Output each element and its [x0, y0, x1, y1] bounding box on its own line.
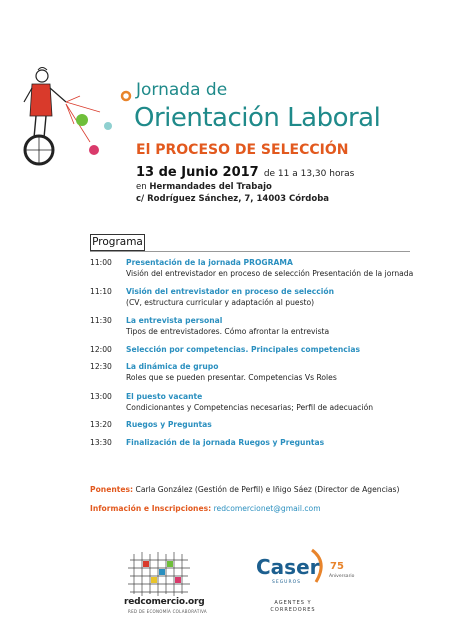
event-address: c/ Rodríguez Sánchez, 7, 14003 Córdoba — [136, 194, 330, 204]
event-venue — [136, 181, 272, 193]
ponentes-label: Ponentes: — [90, 485, 134, 494]
programa-divider — [90, 251, 410, 252]
event-title-line2: Orientación Laboral — [134, 103, 381, 133]
caser-logo-text: Caser — [256, 555, 320, 579]
event-title-line1: Jornada de — [136, 80, 228, 100]
caser-anniversary-number: 75 — [330, 561, 344, 572]
info-label: Información e Inscripciones: — [90, 504, 212, 513]
agenda-title: Visión del entrevistador en proceso de selección — [126, 287, 335, 296]
agenda-title: El puesto vacante — [126, 392, 203, 401]
agenda-title: La dinámica de grupo — [126, 362, 219, 371]
contact-email-link[interactable]: redcomercionet@gmail.com — [213, 504, 321, 513]
venue-prefix: en — [136, 182, 147, 192]
agenda-description: Visión del entrevistador en proceso de selección Presentación de la jornada — [126, 268, 414, 278]
agenda-time: 13:20 — [90, 420, 112, 429]
ponentes-text: Carla González (Gestión de Perfil) e Iñigo Sáez (Director de Agencias) — [135, 485, 400, 494]
agenda-title: Selección por competencias. Principales competencias — [126, 345, 361, 354]
agenda-time: 12:30 — [90, 362, 112, 371]
date-text: 13 de Junio 2017 — [136, 165, 259, 180]
agenda-time: 11:00 — [90, 258, 112, 267]
info-line — [90, 503, 321, 514]
caser-segment: SEGUROS — [272, 580, 302, 585]
unicyclist-illustration — [14, 62, 134, 170]
redcomercio-tagline: RED DE ECONOMÍA COLABORATIVA — [128, 609, 207, 614]
agenda-title: Presentación de la jornada PROGRAMA — [126, 258, 293, 267]
event-date — [136, 162, 354, 183]
agenda-description: Tipos de entrevistadores. Cómo afrontar la entrevista — [126, 326, 330, 336]
agenda-time: 13:00 — [90, 392, 112, 401]
ponentes-line — [90, 484, 399, 495]
agenda-description: Condicionantes y Competencias necesarias; Perfil de adecuación — [126, 402, 374, 412]
event-subtitle: El PROCESO DE SELECCIÓN — [136, 142, 349, 158]
agenda-time: 11:30 — [90, 316, 112, 325]
agenda-time: 11:10 — [90, 287, 112, 296]
agenda-time: 13:30 — [90, 438, 112, 447]
venue-name: Hermandades del Trabajo — [149, 182, 272, 192]
redcomercio-name: redcomercio.org — [124, 597, 205, 607]
hours-text: de 11 a 13,30 horas — [263, 169, 355, 179]
agenda-time: 12:00 — [90, 345, 112, 354]
programa-heading: Programa — [92, 236, 143, 248]
agenda-title: Finalización de la jornada Ruegos y Preguntas — [126, 438, 325, 447]
agenda-description: (CV, estructura curricular y adaptación al puesto) — [126, 297, 315, 307]
agenda-title: Ruegos y Preguntas — [126, 420, 212, 429]
agenda-description: Roles que se pueden presentar. Competencias Vs Roles — [126, 372, 337, 382]
programa-heading-box — [90, 234, 145, 251]
caser-agentes-text: AGENTES Y CORREDORES — [270, 600, 316, 613]
caser-anniversary-label: Aniversario — [329, 574, 355, 579]
redcomercio-logo — [126, 548, 196, 600]
agenda-title: La entrevista personal — [126, 316, 223, 325]
